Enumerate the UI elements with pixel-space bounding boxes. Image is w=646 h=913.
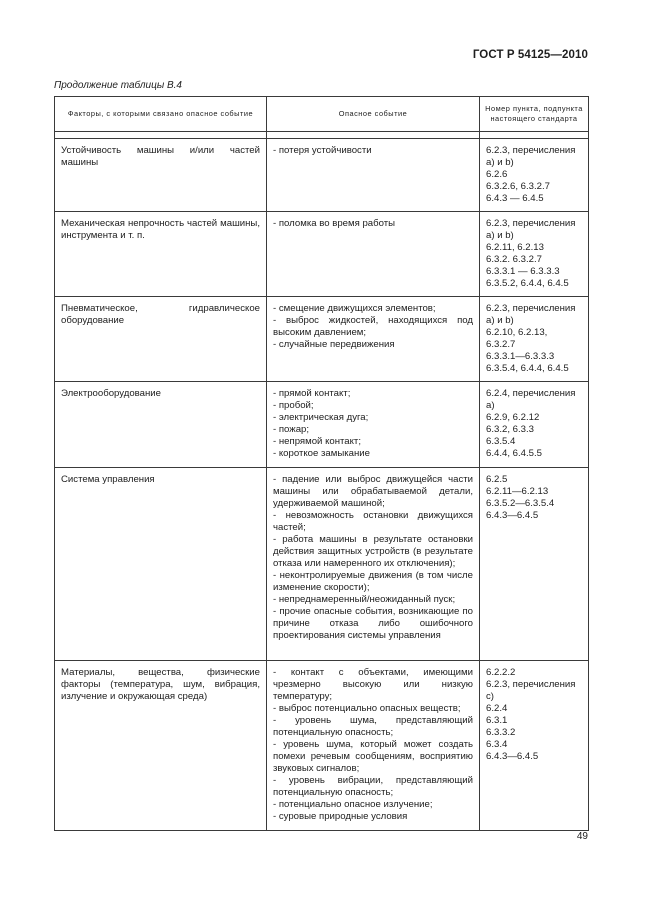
event-item: - потеря устойчивости — [273, 145, 372, 156]
event-item: - пробой; — [273, 400, 314, 411]
event-item: - невозможность остановки движущихся частей; — [273, 510, 473, 533]
event-item: - выброс потенциально опасных веществ; — [273, 703, 461, 714]
reference-item: 6.3.2, 6.3.3 — [486, 424, 535, 435]
reference-item: 6.2.9, 6.2.12 — [486, 412, 540, 423]
event-cell — [267, 297, 480, 382]
reference-cell — [480, 212, 589, 297]
reference-item: 6.2.11—6.2.13 — [486, 486, 549, 497]
reference-item: 6.2.2.2 — [486, 667, 516, 678]
reference-item: 6.3.3.2 — [486, 727, 516, 738]
table-header-row — [55, 97, 589, 132]
factor-cell: Устойчивость машины и/или частей машины — [55, 139, 267, 212]
header-factors: Факторы, с которыми связано опасное событие — [55, 97, 267, 132]
reference-item: 6.4.3 — 6.4.5 — [486, 193, 544, 204]
table-row — [55, 297, 589, 382]
event-cell — [267, 212, 480, 297]
event-item: - контакт с объектами, имеющими чрезмерно высокую или низкую температуру; — [273, 667, 473, 702]
event-item: - смещение движущихся элементов; — [273, 303, 436, 314]
reference-cell — [480, 139, 589, 212]
event-item: - неконтролируемые движения (в том числе изменение скорости); — [273, 570, 473, 593]
event-item: - короткое замыкание — [273, 448, 370, 459]
event-item: - уровень шума, который может создать помехи речевым сообщениям, восприятию звуковых сигналов; — [273, 739, 473, 774]
reference-item: 6.3.2.6, 6.3.2.7 — [486, 181, 551, 192]
event-cell — [267, 661, 480, 831]
reference-item: 6.4.4, 6.4.5.5 — [486, 448, 543, 459]
event-item: - работа машины в результате остановки действия защитных устройств (в результате отказа или намеренного их отключения); — [273, 534, 473, 569]
table-caption: Продолжение таблицы В.4 — [54, 80, 182, 91]
reference-item: 6.2.5 — [486, 474, 508, 485]
reference-item: 6.3.2.7 — [486, 339, 516, 350]
reference-item: 6.3.5.2—6.3.5.4 — [486, 498, 555, 509]
reference-item: 6.2.4, перечисления а) — [486, 388, 576, 411]
factor-cell: Пневматическое, гидравлическое оборудование — [55, 297, 267, 382]
event-item: - непреднамеренный/неожиданный пуск; — [273, 594, 456, 605]
event-item: - непрямой контакт; — [273, 436, 361, 447]
reference-item: 6.4.3—6.4.5 — [486, 751, 539, 762]
reference-item: 6.2.11, 6.2.13 — [486, 242, 544, 253]
event-item: - уровень шума, представляющий потенциальную опасность; — [273, 715, 473, 738]
table-row — [55, 382, 589, 468]
reference-item: 6.2.3, перечисления а) и b) — [486, 218, 576, 241]
event-item: - прямой контакт; — [273, 388, 351, 399]
reference-item: 6.2.6 — [486, 169, 508, 180]
factor-cell: Система управления — [55, 468, 267, 661]
table-spacer-row — [55, 132, 589, 139]
reference-item: 6.3.5.4 — [486, 436, 516, 447]
reference-cell — [480, 382, 589, 468]
reference-item: 6.3.2. 6.3.2.7 — [486, 254, 543, 265]
reference-item: 6.3.3.1 — 6.3.3.3 — [486, 266, 560, 277]
reference-item: 6.2.10, 6.2.13, — [486, 327, 548, 338]
event-item: - потенциально опасное излучение; — [273, 799, 433, 810]
reference-cell — [480, 297, 589, 382]
reference-item: 6.2.3, перечисления с) — [486, 679, 576, 702]
event-item: - выброс жидкостей, находящихся под высоким давлением; — [273, 315, 473, 338]
event-item: - суровые природные условия — [273, 811, 408, 822]
event-item: - поломка во время работы — [273, 218, 396, 229]
page-number: 49 — [576, 831, 588, 842]
table-row — [55, 212, 589, 297]
reference-cell — [480, 661, 589, 831]
reference-item: 6.3.1 — [486, 715, 508, 726]
factor-cell: Материалы, вещества, физические факторы (температура, шум, вибрация, излучение и окружающая среда) — [55, 661, 267, 831]
event-cell — [267, 382, 480, 468]
reference-item: 6.3.5.4, 6.4.4, 6.4.5 — [486, 363, 569, 374]
reference-item: 6.2.4 — [486, 703, 508, 714]
reference-item: 6.3.4 — [486, 739, 508, 750]
event-item: - уровень вибрации, представляющий потенциальную опасность; — [273, 775, 473, 798]
header-clause-number: Номер пункта, подпункта настоящего стандарта — [480, 97, 589, 132]
table-row — [55, 139, 589, 212]
reference-item: 6.3.3.1—6.3.3.3 — [486, 351, 555, 362]
table-row — [55, 468, 589, 661]
standard-designation: ГОСТ Р 54125—2010 — [472, 49, 588, 61]
reference-item: 6.4.3—6.4.5 — [486, 510, 539, 521]
event-item: - случайные передвижения — [273, 339, 395, 350]
event-cell — [267, 139, 480, 212]
table-row — [55, 661, 589, 831]
reference-cell — [480, 468, 589, 661]
reference-item: 6.2.3, перечисления а) и b) — [486, 303, 576, 326]
event-item: - пожар; — [273, 424, 310, 435]
event-item: - электрическая дуга; — [273, 412, 369, 423]
factor-cell: Механическая непрочность частей машины, инструмента и т. п. — [55, 212, 267, 297]
factor-cell: Электрооборудование — [55, 382, 267, 468]
event-item: - падение или выброс движущейся части машины или обрабатываемой детали, удерживаемой машиной; — [273, 474, 473, 509]
reference-item: 6.3.5.2, 6.4.4, 6.4.5 — [486, 278, 569, 289]
hazard-table — [54, 96, 589, 831]
header-hazard-event: Опасное событие — [267, 97, 480, 132]
event-item: - прочие опасные события, возникающие по причине отказа либо ошибочного проектирования системы управления — [273, 606, 473, 641]
reference-item: 6.2.3, перечисления а) и b) — [486, 145, 576, 168]
event-cell — [267, 468, 480, 661]
